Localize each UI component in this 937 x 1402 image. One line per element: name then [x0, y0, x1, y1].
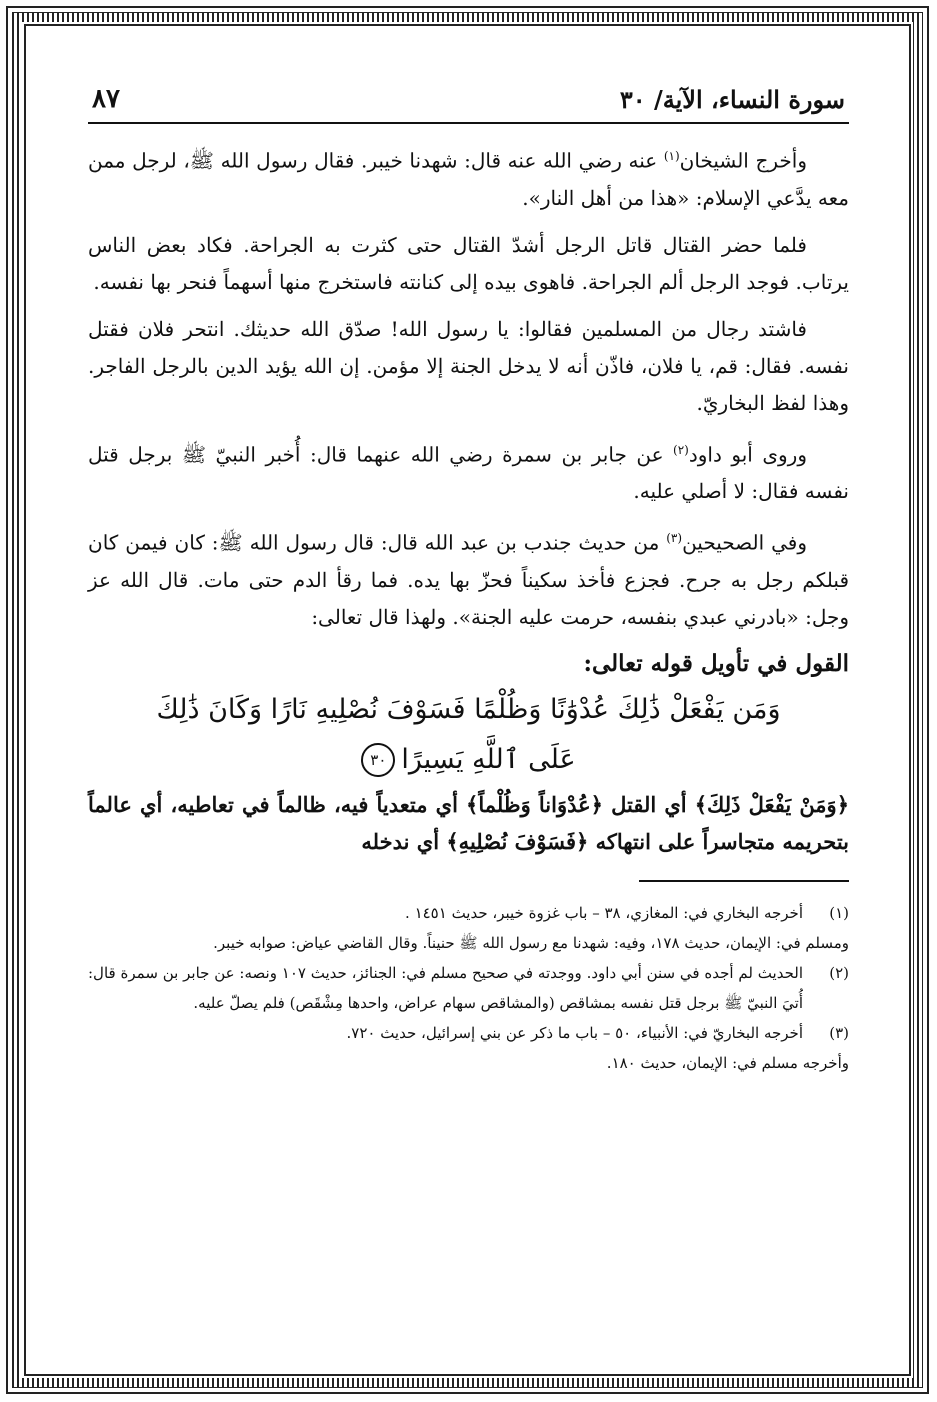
footnote-text: أخرجه البخاري في: المغازي، ٣٨ – باب غزوة خيبر، حديث ١٤٥١ . [405, 903, 803, 922]
footnote-3 [88, 1018, 849, 1048]
verse-number-marker: ٣٠ [361, 743, 395, 777]
paragraph-text: عن جابر بن سمرة رضي الله عنهما قال: أُخبر النبيّ ﷺ برجل قتل نفسه فقال: لا أصلي عليه. [88, 442, 849, 504]
paragraph-text: عنه رضي الله عنه قال: شهدنا خيبر. فقال رسول الله ﷺ، لرجل ممن معه يدَّعي الإسلام: «هذا من أهل النار». [88, 148, 849, 210]
footnote-text: أخرجه البخاريّ في: الأنبياء، ٥٠ – باب ما ذكر عن بني إسرائيل، حديث ٧٢٠. [346, 1023, 803, 1042]
footnote-ref[interactable]: (١) [663, 149, 680, 163]
paragraph-text: وأخرج الشيخان [679, 148, 807, 173]
paragraph-text: وفي الصحيحين [682, 530, 807, 555]
section-heading: القول في تأويل قوله تعالى: [583, 649, 849, 677]
footnote-ref[interactable]: (٢) [673, 442, 689, 457]
paragraph-1 [88, 138, 849, 217]
paragraph-4 [88, 432, 849, 511]
footnote-1-continuation: ومسلم في: الإيمان، حديث ١٧٨، وفيه: شهدنا مع رسول الله ﷺ حنيناً. وقال القاضي عياض: صوابه خيبر. [213, 933, 849, 952]
quran-verse-line-2 [88, 736, 849, 784]
page-content [88, 70, 849, 1342]
tafsir-paragraph: ﴿وَمَنْ يَفْعَلْ ذَلِكَ﴾ أي القتل ﴿عُدْوَاناً وَظُلْماً﴾ أي متعدياً فيه، ظالماً في تعاطيه، أي عالماً بتحريمه متجاسراً على انتهاكه ﴿فَسَوْفَ نُصْلِيهِ﴾ أي ندخله [88, 791, 849, 854]
paragraph-5 [88, 520, 849, 636]
footnote-number: (٢) [829, 963, 849, 982]
footnote-separator [639, 880, 849, 882]
quran-verse-line-1: وَمَن يَفْعَلْ ذَٰلِكَ عُدْوَٰنًا وَظُلْمًا فَسَوْفَ نُصْلِيهِ نَارًا وَكَانَ ذَٰلِكَ [156, 693, 781, 725]
page-number: ٨٧ [92, 84, 120, 114]
footnotes [88, 898, 849, 1078]
paragraph-2 [88, 227, 849, 301]
footnote-3-continuation: وأخرجه مسلم في: الإيمان، حديث ١٨٠. [606, 1053, 849, 1072]
paragraph-text: من حديث جندب بن عبد الله قال: قال رسول الله ﷺ: كان فيمن كان قبلكم رجل به جرح. فجزع فأخذ سكيناً فحزّ بها يده. فما رقأ الدم حتى مات. قال الله عز وجل: «بادرني عبدي بنفسه، حرمت عليه الجنة». ولهذا قال تعالى: [88, 530, 849, 629]
running-header [88, 70, 849, 124]
footnote-text: الحديث لم أجده في سنن أبي داود. ووجدته في صحيح مسلم في: الجنائز، حديث ١٠٧ ونصه: عن جابر بن سمرة قال: أُتيَ النبيّ ﷺ برجل قتل نفسه بمشاقص (والمشاقص سهام عراض، واحدها مِشْقَص) فلم يصلّ عليه. [88, 963, 803, 1012]
footnote-ref[interactable]: (٣) [666, 531, 683, 546]
footnote-number: (٣) [829, 1023, 849, 1042]
paragraph-3 [88, 311, 849, 422]
paragraph-text: فاشتد رجال من المسلمين فقالوا: يا رسول الله! صدّق الله حديثك. انتحر فلان فقتل نفسه. فقال: قم، يا فلان، فاذّن أنه لا يدخل الجنة إلا مؤمن. إن الله يؤيد الدين بالرجل الفاجر. وهذا لفظ البخاريّ. [88, 316, 849, 415]
paragraph-text: وروى أبو داود [688, 442, 807, 467]
footnote-2 [88, 958, 849, 1018]
header-title: سورة النساء، الآية/ ٣٠ [619, 85, 845, 114]
footnote-1 [88, 898, 849, 928]
paragraph-text: فلما حضر القتال قاتل الرجل أشدّ القتال حتى كثرت به الجراحة. فكاد بعض الناس يرتاب. فوجد الرجل ألم الجراحة. فاهوى بيده إلى كنانته فاستخرج منها أسهماً فنحر بها نفسه. [88, 232, 849, 294]
verse-text: عَلَى ٱللَّهِ يَسِيرًا [401, 743, 576, 775]
footnote-number: (١) [829, 903, 849, 922]
